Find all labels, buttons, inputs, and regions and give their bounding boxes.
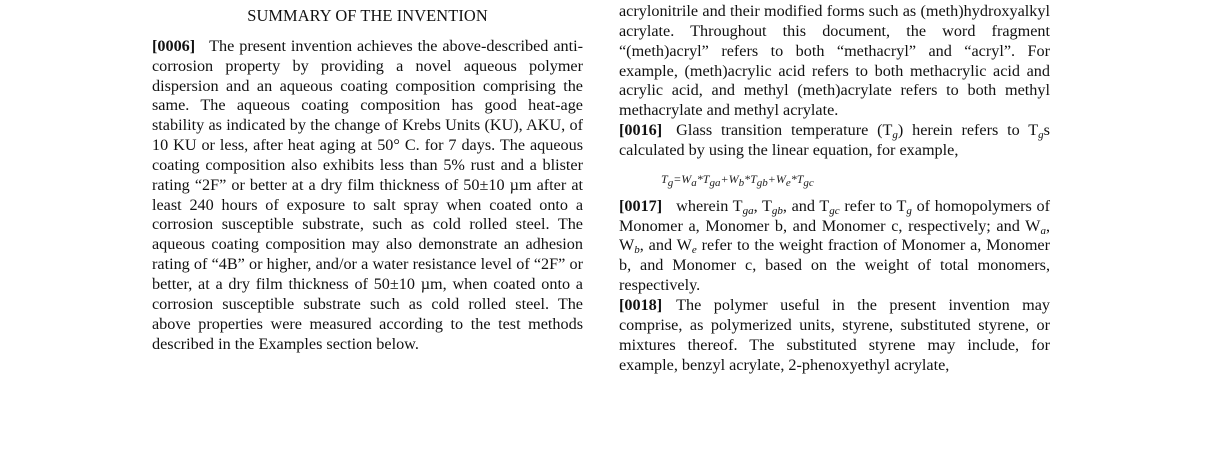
eq-term: *T <box>744 171 757 186</box>
subscript: ga <box>742 204 754 217</box>
paragraph-0006 <box>152 37 583 355</box>
subscript: b <box>634 244 640 257</box>
paragraph-number: [0016] <box>619 121 663 140</box>
eq-term: T <box>661 171 668 186</box>
eq-subscript: ga <box>709 176 721 189</box>
text-segment: refer to the weight fraction of Monomer a, Monomer b, and Monomer c, based on the weight of total monomers, respectively. <box>619 236 1051 295</box>
eq-term: =W <box>673 171 692 186</box>
paragraph-number: [0018] <box>619 295 663 314</box>
paragraph-continuation: acrylonitrile and their modified forms such as (meth)hydroxyalkyl acrylate. Throughout this document, the word fragment “(meth)acryl” refers to both “methacryl” and “acryl”. For example, (meth)acrylic acid refers to both methacrylic acid and acrylic acid, and methyl (meth)acrylate refers to both methyl methacrylate and methyl acrylate. <box>619 2 1050 120</box>
eq-term: +W <box>720 171 739 186</box>
paragraph-text: The present invention achieves the above-described anti-corrosion property by providing a novel aqueous polymer dispersion and an aqueous coating composition comprising the same. The aqueous coating composition has good heat-age stability as indicated by the change of Krebs Units (KU), AKU, of 10 KU or less, after heat aging at 50° C. for 7 days. The aqueous coating composition also exhibits less than 5% rust and a blister rating “2F” or better at a dry film thickness of 50±10 µm after at least 240 hours of exposure to salt spray when coated onto a corrosion susceptible substrate, such as cold rolled steel. The aqueous coating composition may also demonstrate an adhesion rating of “4B” or higher, and/or a water resistance level of “2F” or better, at a dry film thickness of 50±10 µm, when coated onto a corrosion susceptible substrate such as cold rolled steel. The above properties were measured according to the test methods described in the Examples section below. <box>152 36 583 353</box>
eq-subscript: b <box>738 176 745 189</box>
eq-subscript: gc <box>803 176 814 189</box>
text-segment: Glass transition temperature (T <box>676 121 893 140</box>
left-column <box>152 0 583 354</box>
text-segment: , W <box>619 216 1050 255</box>
right-column <box>619 2 1050 375</box>
text-segment: , T <box>753 196 772 215</box>
paragraph-number: [0017] <box>619 196 663 215</box>
subscript: a <box>1040 224 1046 237</box>
text-segment: wherein T <box>676 196 743 215</box>
subscript: g <box>906 204 912 217</box>
tg-equation <box>661 167 1050 191</box>
eq-term: +W <box>767 171 786 186</box>
paragraph-0016 <box>619 121 1050 161</box>
text-segment: s calculated by using the linear equation, for example, <box>619 121 1050 159</box>
text-segment: , and W <box>639 236 692 255</box>
text-segment: , and T <box>782 196 830 215</box>
subscript: gb <box>771 204 783 217</box>
eq-subscript: g <box>667 176 674 189</box>
eq-term: *T <box>696 171 710 186</box>
eq-subscript: a <box>691 176 697 189</box>
eq-term: *T <box>790 171 804 186</box>
subscript: g <box>1038 129 1044 142</box>
section-heading: SUMMARY OF THE INVENTION <box>247 6 488 25</box>
paragraph-0018 <box>619 296 1050 375</box>
text-segment: ) herein refers to T <box>897 121 1039 140</box>
eq-subscript: e <box>785 176 791 189</box>
paragraph-0017 <box>619 197 1050 296</box>
subscript: e <box>691 244 697 257</box>
text-segment: refer to T <box>839 196 907 215</box>
paragraph-text: The polymer useful in the present invention may comprise, as polymerized units, styrene, substituted styrene, or mixtures thereof. The substituted styrene may include, for example, benzyl acrylate, 2-phenoxyethyl acrylate, <box>619 295 1050 374</box>
eq-subscript: gb <box>756 176 768 189</box>
paragraph-number: [0006] <box>152 36 196 55</box>
subscript: g <box>892 129 898 142</box>
text-segment: of homopolymers of Monomer a, Monomer b, and Monomer c, respectively; and W <box>619 196 1050 235</box>
subscript: gc <box>829 204 840 217</box>
